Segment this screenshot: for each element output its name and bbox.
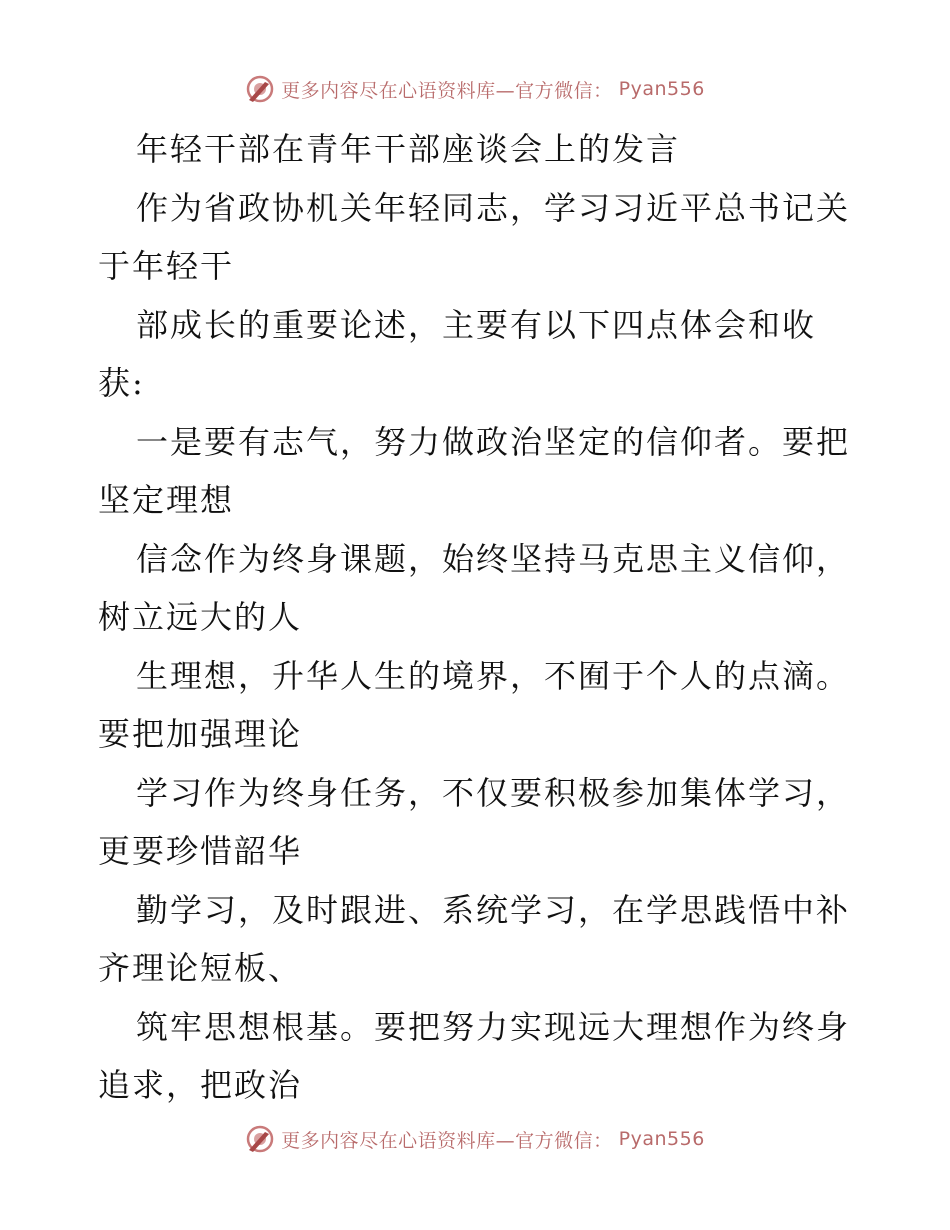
document-body (98, 120, 858, 1115)
document-title: 年轻干部在青年干部座谈会上的发言 (136, 130, 681, 168)
watermark-text: 更多内容尽在心语资料库—官方微信： (281, 1129, 613, 1152)
pen-logo-icon (245, 1124, 275, 1154)
watermark-contact: Pyan556 (618, 1128, 705, 1150)
pen-logo-icon (245, 74, 275, 104)
watermark-contact: Pyan556 (618, 78, 705, 100)
paragraph-line: 部成长的重要论述，主要有以下四点体会和收获: (98, 305, 817, 402)
paragraph-line: 勤学习，及时跟进、系统学习，在学思践悟中补齐理论短板、 (98, 890, 851, 987)
paragraph-line: 一是要有志气，努力做政治坚定的信仰者。要把坚定理想 (98, 422, 851, 519)
watermark-footer (0, 1122, 950, 1156)
paragraph-line: 信念作为终身课题，始终坚持马克思主义信仰，树立远大的人 (98, 539, 851, 636)
paragraph-line: 作为省政协机关年轻同志，学习习近平总书记关于年轻干 (98, 188, 851, 285)
watermark-text: 更多内容尽在心语资料库—官方微信： (281, 79, 613, 102)
paragraph-line: 学习作为终身任务，不仅要积极参加集体学习，更要珍惜韶华 (98, 773, 851, 870)
paragraph-line: 筑牢思想根基。要把努力实现远大理想作为终身追求，把政治 (98, 1007, 851, 1104)
watermark-header (0, 72, 950, 106)
paragraph-line: 生理想，升华人生的境界，不囿于个人的点滴。要把加强理论 (98, 656, 851, 753)
